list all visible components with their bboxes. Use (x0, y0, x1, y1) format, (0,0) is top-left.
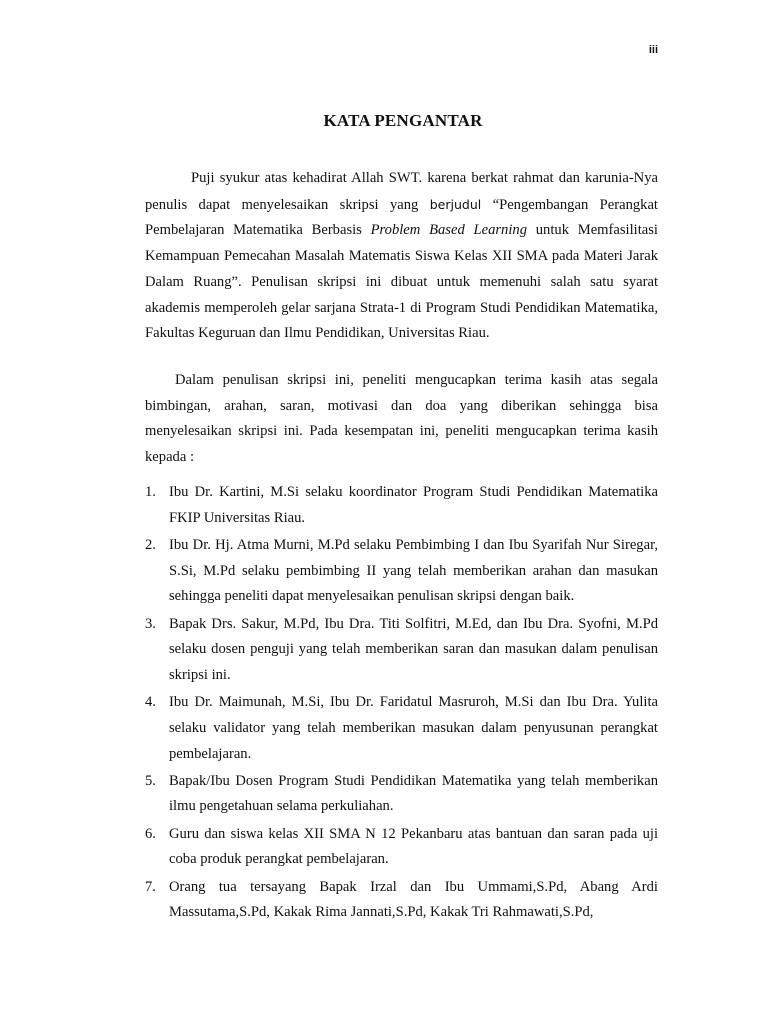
list-item-number: 7. (145, 878, 156, 895)
paragraph-opening-text-mid: “Pengembangan Perangkat Pembelajaran Matematika Berbasis (145, 196, 658, 239)
paragraph-opening-text-before: Puji syukur atas kehadirat Allah SWT. karena berkat rahmat dan karunia-Nya penulis dapat menyelesaikan skripsi yang (145, 170, 658, 213)
list-item (145, 822, 658, 873)
list-item (145, 875, 658, 926)
paragraph-opening (145, 166, 658, 347)
list-item-number: 5. (145, 772, 156, 789)
list-item-text: Orang tua tersayang Bapak Irzal dan Ibu Ummami,S.Pd, Abang Ardi Massutama,S.Pd, Kakak Rima Jannati,S.Pd, Kakak Tri Rahmawati,S.Pd, (169, 878, 658, 921)
list-item-text: Ibu Dr. Hj. Atma Murni, M.Pd selaku Pembimbing I dan Ibu Syarifah Nur Siregar, S.Si, M.Pd selaku pembimbing II yang telah memberikan arahan dan masukan sehingga peneliti dapat menyelesaikan penulisan skripsi dengan baik. (169, 536, 658, 605)
list-item-number: 1. (145, 484, 156, 500)
thanks-list (145, 480, 658, 927)
paragraph-opening-berjudul: berjudul (429, 196, 482, 212)
page-title: KATA PENGANTAR (323, 111, 483, 130)
list-item-text: Bapak Drs. Sakur, M.Pd, Ibu Dra. Titi Solfitri, M.Ed, dan Ibu Dra. Syofni, M.Pd selaku dosen penguji yang telah memberikan saran dan masukan dalam penulisan skripsi ini. (169, 615, 658, 683)
paragraph-opening-text-after: untuk Memfasilitasi Kemampuan Pemecahan Masalah Matematis Siswa Kelas XII SMA pada Materi Jarak Dalam Ruang”. Penulisan skripsi ini dibuat untuk memenuhi salah satu syarat akademis memperoleh gelar sarjana Strata-1 di Program Studi Pendidikan Matematika, Fakultas Keguruan dan Ilmu Pendidikan, Universitas Riau. (145, 222, 658, 342)
list-item (145, 533, 658, 610)
list-item-number: 2. (145, 536, 156, 553)
list-item-number: 4. (145, 694, 156, 711)
paragraph-opening-italic-term: Problem Based Learning (370, 222, 527, 239)
list-item-number: 3. (145, 615, 156, 632)
list-item (145, 480, 658, 531)
list-item (145, 612, 658, 689)
list-item-text: Ibu Dr. Maimunah, M.Si, Ibu Dr. Faridatul Masruroh, M.Si dan Ibu Dra. Yulita selaku validator yang telah memberikan masukan dalam penyusunan perangkat pembelajaran. (169, 694, 658, 762)
page-number: iii (648, 44, 658, 56)
list-item-text: Bapak/Ibu Dosen Program Studi Pendidikan Matematika yang telah memberikan ilmu pengetahuan selama perkuliahan. (169, 772, 658, 815)
list-item-text: Guru dan siswa kelas XII SMA N 12 Pekanbaru atas bantuan dan saran pada uji coba produk perangkat pembelajaran. (169, 825, 658, 868)
list-item-number: 6. (145, 825, 156, 842)
list-item (145, 769, 658, 820)
list-item-text: Ibu Dr. Kartini, M.Si selaku koordinator Program Studi Pendidikan Matematika FKIP Universitas Riau. (169, 484, 658, 526)
list-item (145, 690, 658, 767)
paragraph-acknowledgement: Dalam penulisan skripsi ini, peneliti mengucapkan terima kasih atas segala bimbingan, arahan, saran, motivasi dan doa yang diberikan sehingga bisa menyelesaikan skripsi ini. Pada kesempatan ini, peneliti mengucapkan terima kasih kepada : (145, 372, 658, 466)
